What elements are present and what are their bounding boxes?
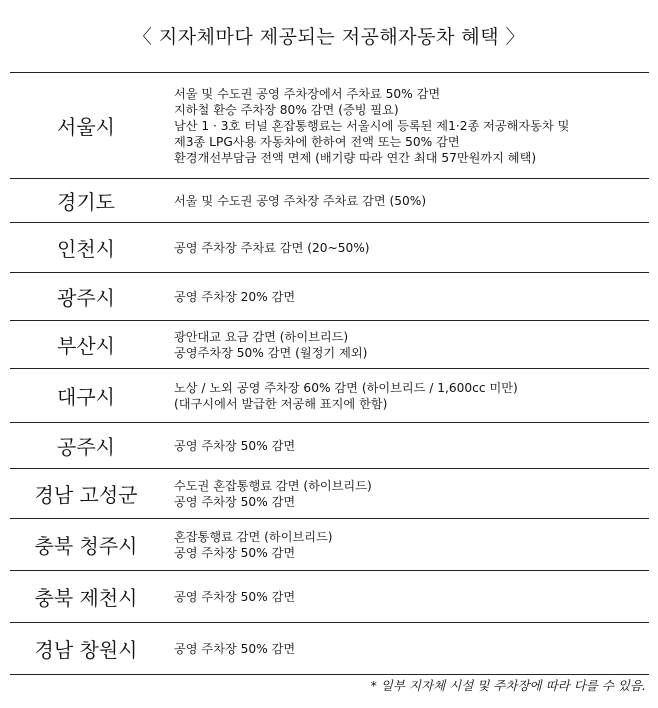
region-name: 충북 제천시 — [34, 586, 138, 610]
table-row — [10, 273, 649, 321]
table-row — [10, 73, 649, 179]
benefit-line: 수도권 혼잡통행료 감면 (하이브리드) — [174, 478, 372, 493]
benefit-line: 서울 및 수도권 공영 주차장에서 주차료 50% 감면 — [174, 86, 441, 101]
region-name: 광주시 — [57, 286, 115, 310]
benefit-line: 남산 1 · 3호 터널 혼잡통행료는 서울시에 등록된 제1·2종 저공해자동차 및 — [174, 118, 570, 133]
benefit-line: 공영 주차장 50% 감면 — [174, 438, 296, 453]
table-row — [10, 519, 649, 571]
table-row — [10, 179, 649, 223]
benefit-details — [162, 478, 649, 510]
benefit-line: 공영 주차장 50% 감면 — [174, 494, 296, 509]
benefit-details — [162, 380, 649, 412]
benefit-details — [162, 289, 649, 305]
region-name: 공주시 — [57, 435, 115, 459]
benefit-line: 혼잡통행료 감면 (하이브리드) — [174, 529, 333, 544]
benefit-details — [162, 438, 649, 454]
benefit-line: 노상 / 노외 공영 주차장 60% 감면 (하이브리드 / 1,600cc 미만) — [174, 380, 518, 395]
table-row — [10, 469, 649, 519]
benefit-details — [162, 240, 649, 256]
table-row — [10, 423, 649, 469]
region-name: 경기도 — [57, 190, 115, 214]
footnote: * 일부 지자체 시설 및 주차장에 따라 다를 수 있음. — [370, 678, 646, 693]
benefit-line: (대구시에서 발급한 저공해 표지에 한함) — [174, 396, 388, 411]
benefit-details — [162, 86, 649, 166]
region-name: 대구시 — [57, 385, 115, 409]
region-name: 충북 청주시 — [34, 534, 138, 558]
table-row — [10, 369, 649, 423]
benefit-line: 광안대교 요금 감면 (하이브리드) — [174, 329, 349, 344]
region-name: 인천시 — [57, 237, 115, 261]
region-name: 부산시 — [57, 334, 115, 358]
benefit-line: 제3종 LPG사용 자동차에 한하여 전액 또는 50% 감면 — [174, 134, 460, 149]
page-title: 〈 지자체마다 제공되는 저공해자동차 혜택 〉 — [132, 26, 526, 48]
table-row — [10, 223, 649, 273]
benefit-details — [162, 589, 649, 605]
benefit-line: 공영 주차장 50% 감면 — [174, 589, 296, 604]
region-name: 경남 창원시 — [34, 638, 138, 662]
table-row — [10, 571, 649, 623]
benefit-details — [162, 193, 649, 209]
benefit-line: 공영 주차장 주차료 감면 (20~50%) — [174, 240, 370, 255]
benefit-details — [162, 529, 649, 561]
table-row — [10, 321, 649, 369]
benefit-line: 공영주차장 50% 감면 (월정기 제외) — [174, 345, 368, 360]
benefit-line: 공영 주차장 20% 감면 — [174, 289, 296, 304]
benefit-line: 공영 주차장 50% 감면 — [174, 641, 296, 656]
benefit-line: 지하철 환승 주차장 80% 감면 (증빙 필요) — [174, 102, 399, 117]
region-name: 경남 고성군 — [34, 483, 138, 507]
table-row — [10, 623, 649, 675]
benefit-line: 공영 주차장 50% 감면 — [174, 545, 296, 560]
benefit-line: 서울 및 수도권 공영 주차장 주차료 감면 (50%) — [174, 193, 427, 208]
benefits-table — [10, 72, 649, 675]
benefit-details — [162, 641, 649, 657]
region-name: 서울시 — [57, 115, 115, 139]
benefit-line: 환경개선부담금 전액 면제 (배기량 따라 연간 최대 57만원까지 혜택) — [174, 150, 537, 165]
benefit-details — [162, 329, 649, 361]
